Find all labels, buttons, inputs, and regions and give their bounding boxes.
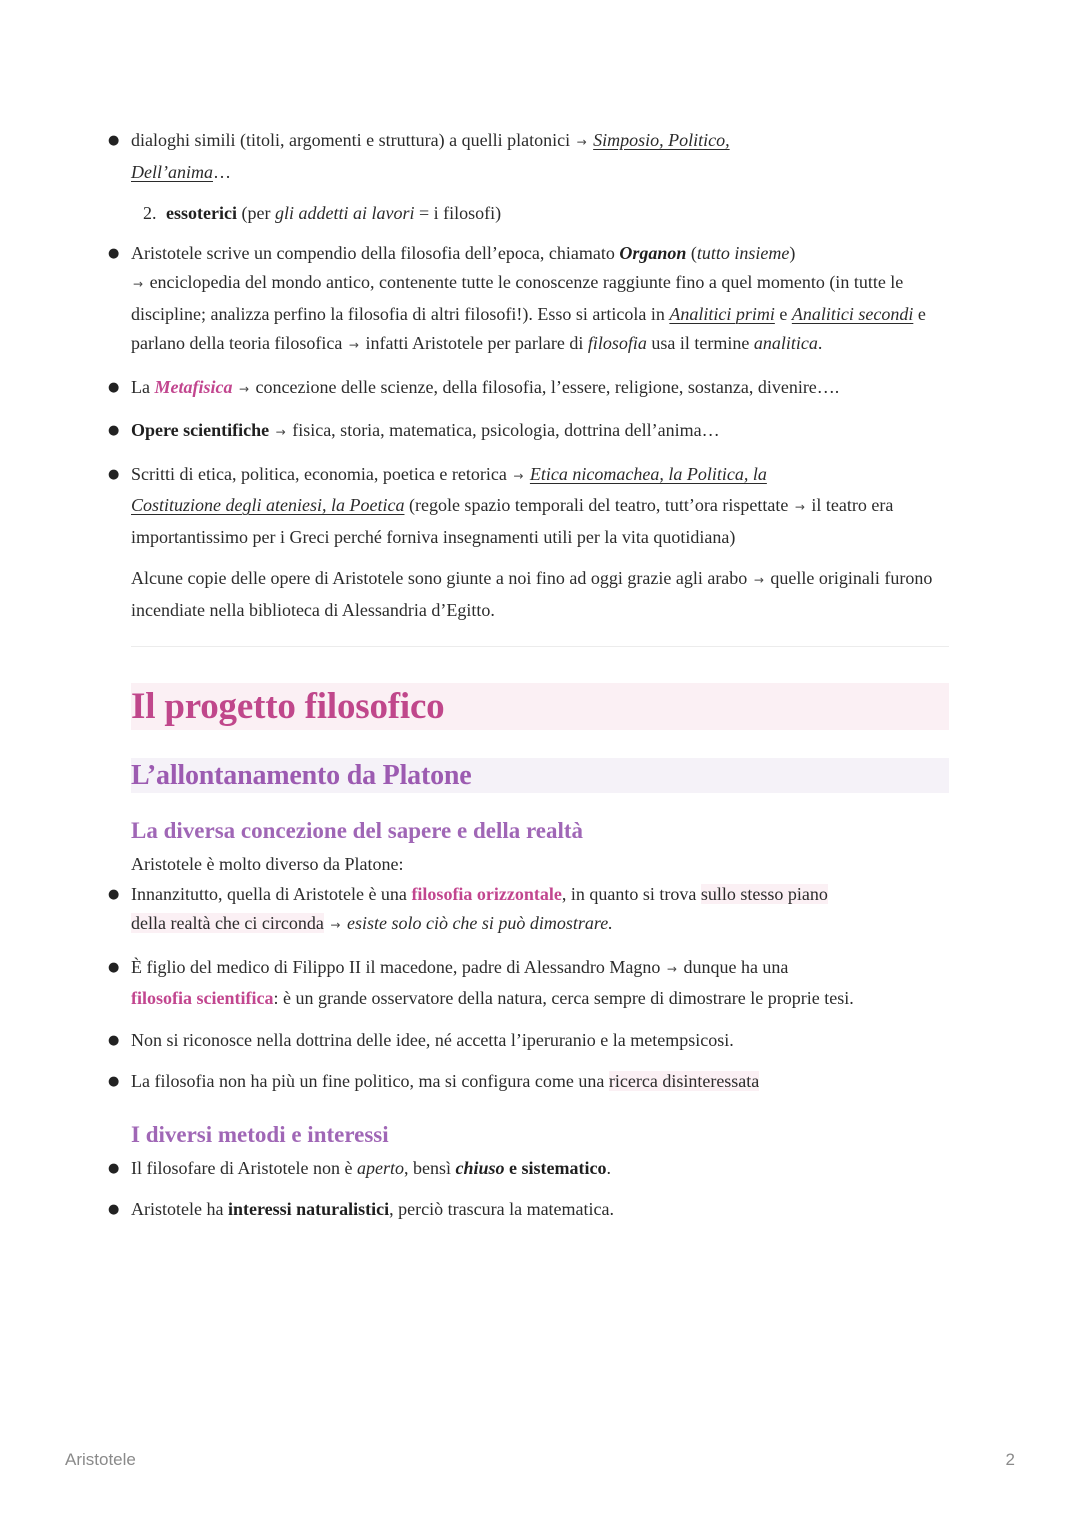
list-item: ● dialoghi simili (titoli, argomenti e struttura) a quelli platonici → Simposio, Politico, Dell’anima… — [131, 126, 949, 187]
term-essoterici: essoterici — [166, 203, 237, 223]
heading-diversi-metodi: I diversi metodi e interessi — [131, 1121, 389, 1147]
list-item: ● Il filosofare di Aristotele non è aperto, bensì chiuso e sistematico. — [131, 1154, 949, 1184]
list-item: ● Non si riconosce nella dottrina delle idee, né accetta l’iperuranio e la metempsicosi. — [131, 1026, 949, 1056]
term-metafisica: Metafisica — [154, 376, 233, 397]
term-interessi-naturalistici: interessi naturalistici — [227, 1199, 390, 1219]
arrow-icon: → — [330, 918, 341, 932]
term-opere-scientifiche: Opere scientifiche — [131, 420, 270, 440]
bullet-icon: ● — [108, 379, 120, 395]
arrow-icon: → — [666, 961, 677, 976]
footer-title: Aristotele — [65, 1450, 136, 1469]
bullet-icon: ● — [108, 886, 120, 902]
divider — [131, 646, 949, 647]
term-organon: Organon — [619, 242, 687, 263]
heading-allontanamento: L’allontanamento da Platone — [131, 758, 949, 793]
highlight: della realtà che ci circonda — [131, 913, 324, 933]
list-item: ● Scritti di etica, politica, economia, poetica e retorica → Etica nicomachea, la Politica, la Costituzione degli ateniesi, la Poetica (regole spazio temporali del teatro, tutt’ora rispettate → il teatro era importantissimo per i Greci perché forniva insegnamenti utili per la vita quotidiana) — [131, 460, 949, 553]
dialoghi-list — [108, 126, 949, 187]
arrow-icon: → — [753, 573, 764, 587]
page-number: 2 — [1005, 1450, 1015, 1469]
essoterici-list — [108, 239, 949, 553]
bullet-icon: ● — [108, 466, 120, 482]
works-title: Analitici primi — [669, 303, 775, 324]
closing-paragraph: Alcune copie delle opere di Aristotele sono giunte a noi fino ad oggi grazie agli arabo → quelle originali furono incendiate nella biblioteca di Alessandria d’Egitto. — [131, 568, 933, 620]
works-title: Analitici secondi — [791, 303, 914, 324]
highlight: sullo stesso piano — [700, 883, 828, 904]
works-title: Costituzione degli ateniesi, la Poetica — [131, 495, 405, 515]
bullet-icon: ● — [108, 423, 120, 438]
arrow-icon: → — [238, 381, 250, 396]
bullet-icon: ● — [108, 1032, 120, 1048]
concezione-list — [108, 880, 949, 1097]
bullet-icon: ● — [108, 133, 120, 148]
arrow-icon: → — [513, 468, 524, 483]
term-filosofia-orizzontale: filosofia orizzontale — [411, 883, 562, 904]
bullet-icon: ● — [108, 1202, 120, 1217]
list-item: ● Aristotele scrive un compendio della filosofia dell’epoca, chiamato Organon (tutto insieme) → enciclopedia del mondo antico, contenente tutte le conoscenze raggiunte fino a quel momento (in tutte le discipline; analizza perfino la filosofia di altri filosofi!). Esso si articola in Analitici primi e Analitici secondi e parlano della teoria filosofica → infatti Aristotele per parlare di filosofia usa il termine analitica. — [131, 239, 949, 361]
heading-diversa-concezione: La diversa concezione del sapere e della realtà — [131, 818, 584, 843]
list-item: ● Opere scientifiche → fisica, storia, matematica, psicologia, dottrina dell’anima… — [131, 416, 949, 448]
heading-progetto-filosofico: Il progetto filosofico — [131, 683, 949, 730]
document-page — [108, 126, 949, 1237]
bullet-icon: ● — [108, 245, 120, 261]
list-item: ● È figlio del medico di Filippo II il macedone, padre di Alessandro Magno → dunque ha una filosofia scientifica: è un grande osservatore della natura, cerca sempre di dimostrare le proprie tesi. — [131, 953, 949, 1014]
works-title: Dell’anima — [131, 161, 213, 182]
bullet-icon: ● — [108, 1160, 120, 1176]
list-item: ● La Metafisica → concezione delle scienze, della filosofia, l’essere, religione, sostanza, divenire…. — [131, 373, 949, 405]
arrow-icon: → — [576, 135, 587, 149]
bullet-icon: ● — [108, 1074, 120, 1089]
bullet-icon: ● — [108, 959, 120, 975]
arrow-icon: → — [348, 338, 359, 352]
arrow-icon: → — [133, 277, 144, 291]
arrow-icon: → — [275, 425, 286, 439]
metodi-list — [108, 1154, 949, 1225]
list-item: ● Aristotele ha interessi naturalistici, perciò trascura la matematica. — [131, 1195, 949, 1225]
intro-text: Aristotele è molto diverso da Platone: — [131, 854, 404, 874]
list-item: ● La filosofia non ha più un fine politico, ma si configura come una ricerca disinteressata — [131, 1067, 949, 1097]
list-item: ● Innanzitutto, quella di Aristotele è una filosofia orizzontale, in quanto si trova sullo stesso piano della realtà che ci circonda → esiste solo ciò che si può dimostrare. — [131, 880, 949, 941]
works-title: Simposio, Politico, — [593, 130, 730, 150]
works-title: Etica nicomachea, la Politica, la — [529, 463, 767, 484]
ordered-list-item-2: 2. essoterici (per gli addetti ai lavori = i filosofi) — [143, 203, 502, 223]
term-filosofia-scientifica: filosofia scientifica — [131, 988, 274, 1008]
arrow-icon: → — [794, 500, 805, 514]
highlight: ricerca disinteressata — [608, 1071, 760, 1091]
